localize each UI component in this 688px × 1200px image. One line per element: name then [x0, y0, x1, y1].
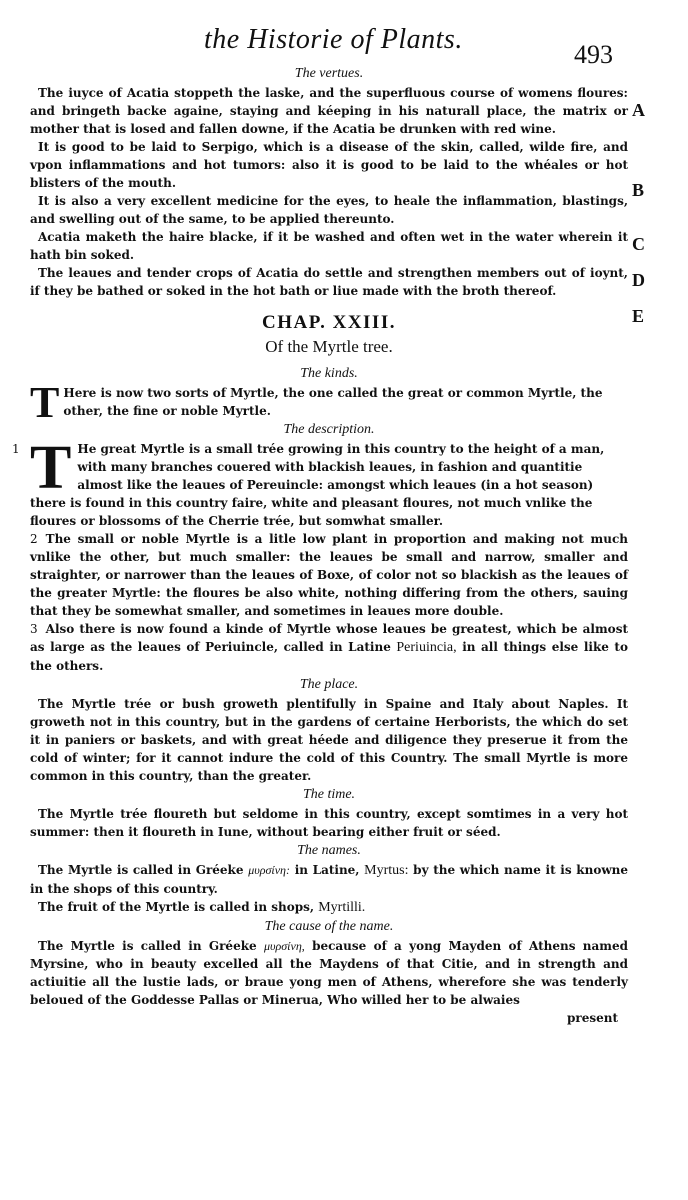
names-latin-term: Myrtus:	[364, 863, 409, 878]
kinds-drop-letter: T	[30, 378, 60, 427]
vertues-paragraph-2: It is good to be laid to Serpigo, which is a disease of the skin, called, wilde fire, and vpon inflammations and hot tumors: also it is good to be laid to the whéales or hot blisters of the mouth.	[30, 140, 628, 190]
names-line-1-end: by the which name it is knowne in the shops of this country.	[30, 863, 629, 896]
names-greek-term: μυρσίνη:	[248, 863, 291, 877]
names-line-1-mid: in Latine,	[294, 863, 360, 877]
margin-letter-e: E	[632, 306, 645, 326]
description-item-3	[30, 620, 628, 675]
cause-text-start: The Myrtle is called in Gréeke	[38, 939, 257, 953]
time-text: The Myrtle trée floureth but seldome in this country, except somtimes in a very hot summer: then it floureth in Iune, without bearing either fruit or séed.	[30, 807, 628, 839]
description-item-2	[30, 530, 628, 620]
description-item-1	[12, 434, 628, 530]
vertues-paragraph-1: The iuyce of Acatia stoppeth the laske, and the superfluous course of womens floures: and bringeth backe againe, staying and kéeping in his naturall place, the matrix or mother that is losed and fallen downe, if the Acatia be drunken with red wine.	[30, 86, 628, 136]
names-shop-term: Myrtilli.	[318, 900, 366, 915]
running-head: the Historie of Plants.	[204, 24, 463, 55]
vertues-paragraph-5: The leaues and tender crops of Acatia do settle and strengthen members out of ioynt, if they be bathed or soked in the hot bath or liue made with the broth thereof.	[30, 266, 628, 298]
margin-letter-d: D	[632, 270, 645, 290]
kinds-text: Here is now two sorts of Myrtle, the one called the great or common Myrtle, the other, the fine or noble Myrtle.	[63, 386, 603, 418]
description-drop-letter: T	[30, 434, 72, 502]
kinds-paragraph	[30, 378, 628, 427]
chapter-subtitle: Of the Myrtle tree.	[265, 337, 393, 356]
names-line-2	[30, 898, 628, 917]
names-line-1-start: The Myrtle is called in Gréeke	[38, 863, 244, 877]
names-label: The names.	[297, 843, 361, 858]
description-number-1: 1	[12, 442, 20, 456]
vertues-paragraph-3: It is also a very excellent medicine for the eyes, to heale the inflammation, blastings, and swelling out of the same, to be applied thereunto.	[30, 194, 628, 226]
description-label: The description.	[283, 422, 375, 437]
place-label: The place.	[299, 677, 359, 692]
margin-letter-a: A	[632, 100, 645, 120]
margin-letters	[632, 64, 672, 364]
kinds-label: The kinds.	[300, 366, 358, 381]
names-line-1	[30, 861, 628, 898]
cause-label: The cause of the name.	[264, 919, 394, 934]
time-label: The time.	[302, 787, 356, 802]
description-number-3: 3	[30, 622, 38, 636]
description-text-2: The small or noble Myrtle is a litle low plant in proportion and making not much vnlike the other, but much smaller: the leaues be small and narrow, smaller and straighter, or narrower than the leaues of Boxe, of color not so blackish as the leaues of the greater Myrtle: the floures be also white, nothing differing from the others, sauing that they be somewhat smaller, and sometimes in leaues more double.	[30, 532, 628, 618]
description-text-1: He great Myrtle is a small trée growing in this country to the height of a man, with many branches couered with blackish leaues, in fashion and quantitie almost like the leaues of Pereuincle: amongst which leaues (in a hot season) there is found in this country faire, white and pleasant floures, not much vnlike the floures or blossoms of the Cherrie trée, but somwhat smaller.	[30, 442, 605, 528]
vertues-paragraph-4: Acatia maketh the haire blacke, if it be washed and often wet in the water wherein it hath bin soked.	[30, 230, 628, 262]
cause-text-end: because of a yong Mayden of Athens named Myrsine, who in beauty excelled all the Maydens of that Citie, and in strength and actiuitie all the lustie lads, or braue yong men of Athens, wherefore she was tenderly beloued of the Goddesse Pallas or Minerua, Who willed her to be alwaies	[30, 939, 628, 1007]
catchword: present	[566, 1011, 618, 1025]
description-number-2: 2	[30, 532, 38, 546]
cause-greek-term: μυρσίνη,	[263, 939, 305, 953]
body-text	[12, 64, 629, 1027]
names-line-2-start: The fruit of the Myrtle is called in shops,	[38, 900, 315, 914]
margin-letter-b: B	[632, 180, 645, 200]
description-latin-term: Periuincia,	[396, 640, 457, 655]
chapter-title: CHAP. XXIII.	[262, 312, 396, 333]
description-text-3a: Also there is now found a kinde of Myrtle whose leaues be greatest, which be almost as large as the leaues of Periuincle, called in Latine	[30, 622, 628, 654]
cause-text	[30, 937, 628, 1009]
vertues-label: The vertues.	[294, 66, 364, 81]
place-text: The Myrtle trée or bush groweth plentifully in Spaine and Italy about Naples. It groweth not in this country, but in the gardens of certaine Herborists, the which do set it in paniers or baskets, and with great héede and diligence they preserue it from the cold of winter; for it cannot indure the cold of this Country. The small Myrtle is more common in this country, than the greater.	[30, 697, 628, 783]
page-number: 493	[574, 40, 613, 69]
margin-letter-c: C	[632, 234, 645, 254]
description-text-3b: in all things else like to the others.	[30, 640, 628, 673]
